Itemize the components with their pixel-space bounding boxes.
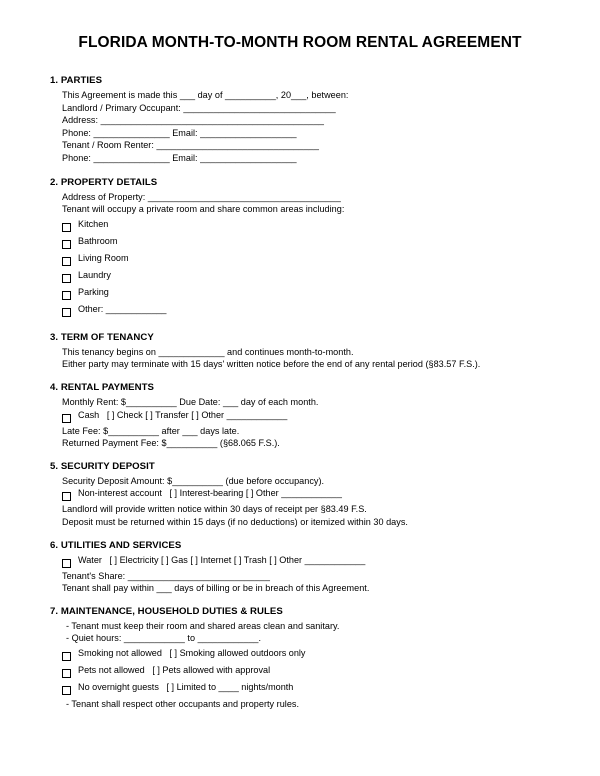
- checkbox-label-cash: Cash: [78, 409, 100, 420]
- deposit-amount-field[interactable]: Security Deposit Amount: $__________ (due before occupancy).: [62, 475, 325, 486]
- checkbox-label-other[interactable]: Other: ____________: [78, 303, 167, 314]
- checkbox-icon[interactable]: [62, 257, 71, 266]
- payment-method-options[interactable]: [ ] Check [ ] Transfer [ ] Other ____________: [101, 409, 288, 420]
- rental-returned-payment-fee-field[interactable]: Returned Payment Fee: $__________ (§68.065 F.S.).: [62, 438, 280, 449]
- checkbox-icon[interactable]: [62, 308, 71, 317]
- checkbox-icon[interactable]: [62, 492, 71, 501]
- checkbox-icon[interactable]: [62, 559, 71, 568]
- rental-monthly-rent-field[interactable]: Monthly Rent: $__________ Due Date: ___ day of each month.: [62, 396, 319, 407]
- section-heading-parties: 1. PARTIES: [50, 75, 103, 86]
- checkbox-row-utilities[interactable]: [62, 554, 580, 570]
- checkbox-label-water: Water: [78, 554, 102, 565]
- checkbox-icon[interactable]: [62, 240, 71, 249]
- checkbox-icon[interactable]: [62, 291, 71, 300]
- checkbox-row-pets[interactable]: [62, 664, 580, 681]
- page-title: FLORIDA MONTH-TO-MONTH ROOM RENTAL AGREEMENT: [78, 34, 522, 51]
- rental-body: [50, 396, 580, 450]
- checkbox-row-laundry[interactable]: [62, 269, 580, 286]
- section-heading-term-of-tenancy: 3. TERM OF TENANCY: [50, 331, 154, 343]
- maintenance-respect-line: - Tenant shall respect other occupants and property rules.: [66, 698, 300, 709]
- rental-late-fee-field[interactable]: Late Fee: $__________ after ___ days late.: [62, 425, 240, 436]
- checkbox-row-deposit-account-type[interactable]: [62, 487, 580, 503]
- checkbox-icon[interactable]: [62, 223, 71, 232]
- section-property-details: [0, 177, 600, 320]
- utilities-payment-terms-line[interactable]: Tenant shall pay within ___ days of billing or be in breach of this Agreement.: [62, 583, 370, 594]
- checkbox-row-smoking[interactable]: [62, 647, 580, 664]
- utilities-tenant-share-field[interactable]: Tenant's Share: ____________________________: [62, 570, 270, 581]
- utilities-body: [50, 554, 580, 595]
- parties-tenant-field[interactable]: Tenant / Room Renter: ________________________________: [62, 140, 319, 151]
- parties-tenant-phone-email-field[interactable]: Phone: _______________ Email: ___________________: [62, 152, 297, 163]
- checkbox-label-parking: Parking: [78, 286, 109, 297]
- section-term-of-tenancy: [0, 332, 600, 371]
- section-security-deposit: [0, 461, 600, 529]
- parties-address-field[interactable]: Address: ____________________________________________: [62, 115, 325, 126]
- checkbox-label-no-overnight-guests: No overnight guests: [78, 681, 159, 692]
- checkbox-icon[interactable]: [62, 652, 71, 661]
- term-terminate-line: Either party may terminate with 15 days' written notice before the end of any rental period (§83.57 F.S.).: [62, 359, 481, 370]
- parties-body: [50, 89, 580, 165]
- section-heading-security-deposit: 5. SECURITY DEPOSIT: [50, 460, 155, 472]
- maintenance-quiet-hours-field[interactable]: - Quiet hours: ____________ to ____________.: [66, 633, 262, 644]
- checkbox-label-bathroom: Bathroom: [78, 235, 118, 246]
- checkbox-icon[interactable]: [62, 686, 71, 695]
- checkbox-row-living-room[interactable]: [62, 252, 580, 269]
- section-heading-property-details: 2. PROPERTY DETAILS: [50, 176, 158, 188]
- checkbox-label-kitchen: Kitchen: [78, 218, 109, 229]
- checkbox-label-living-room: Living Room: [78, 252, 129, 263]
- property-intro-line: Tenant will occupy a private room and share common areas including:: [62, 204, 345, 215]
- maintenance-body: [50, 620, 580, 711]
- checkbox-label-laundry: Laundry: [78, 269, 111, 280]
- checkbox-row-other[interactable]: [62, 303, 580, 320]
- checkbox-icon[interactable]: [62, 414, 71, 423]
- checkbox-label-pets-not-allowed: Pets not allowed: [78, 664, 145, 675]
- checkbox-row-payment-method[interactable]: [62, 409, 580, 425]
- checkbox-row-parking[interactable]: [62, 286, 580, 303]
- utilities-options[interactable]: [ ] Electricity [ ] Gas [ ] Internet [ ] Trash [ ] Other ____________: [104, 554, 366, 565]
- property-body: [50, 191, 580, 320]
- checkbox-label-smoking-not-allowed: Smoking not allowed: [78, 647, 162, 658]
- checkbox-label-non-interest-account: Non-interest account: [78, 488, 162, 499]
- term-body: [50, 346, 580, 371]
- pets-options[interactable]: [ ] Pets allowed with approval: [147, 664, 271, 675]
- smoking-options[interactable]: [ ] Smoking allowed outdoors only: [164, 647, 306, 658]
- checkbox-row-kitchen[interactable]: [62, 218, 580, 235]
- checkbox-row-bathroom[interactable]: [62, 235, 580, 252]
- parties-landlord-field[interactable]: Landlord / Primary Occupant: ______________________________: [62, 102, 336, 113]
- deposit-notice-line: Landlord will provide written notice within 30 days of receipt per §83.49 F.S.: [62, 504, 367, 515]
- maintenance-clean-line: - Tenant must keep their room and shared areas clean and sanitary.: [66, 620, 340, 631]
- section-heading-rental-payments: 4. RENTAL PAYMENTS: [50, 381, 154, 393]
- property-address-field[interactable]: Address of Property: ______________________________________: [62, 191, 341, 202]
- checkbox-row-guests[interactable]: [62, 681, 580, 698]
- section-parties: [0, 75, 600, 165]
- term-begins-field[interactable]: This tenancy begins on _____________ and continues month-to-month.: [62, 346, 354, 357]
- deposit-body: [50, 475, 580, 529]
- section-maintenance-rules: [0, 606, 600, 711]
- section-utilities-and-services: [0, 540, 600, 595]
- section-rental-payments: [0, 382, 600, 450]
- parties-landlord-phone-email-field[interactable]: Phone: _______________ Email: ___________________: [62, 127, 297, 138]
- section-heading-maintenance-rules: 7. MAINTENANCE, HOUSEHOLD DUTIES & RULES: [50, 605, 283, 617]
- guests-options[interactable]: [ ] Limited to ____ nights/month: [161, 681, 294, 692]
- checkbox-icon[interactable]: [62, 274, 71, 283]
- deposit-return-line: Deposit must be returned within 15 days (if no deductions) or itemized within 30 days.: [62, 516, 408, 527]
- deposit-account-options[interactable]: [ ] Interest-bearing [ ] Other ____________: [164, 488, 342, 499]
- parties-intro-line: This Agreement is made this ___ day of __________, 20___, between:: [62, 90, 349, 100]
- checkbox-icon[interactable]: [62, 669, 71, 678]
- section-heading-utilities-and-services: 6. UTILITIES AND SERVICES: [50, 539, 182, 551]
